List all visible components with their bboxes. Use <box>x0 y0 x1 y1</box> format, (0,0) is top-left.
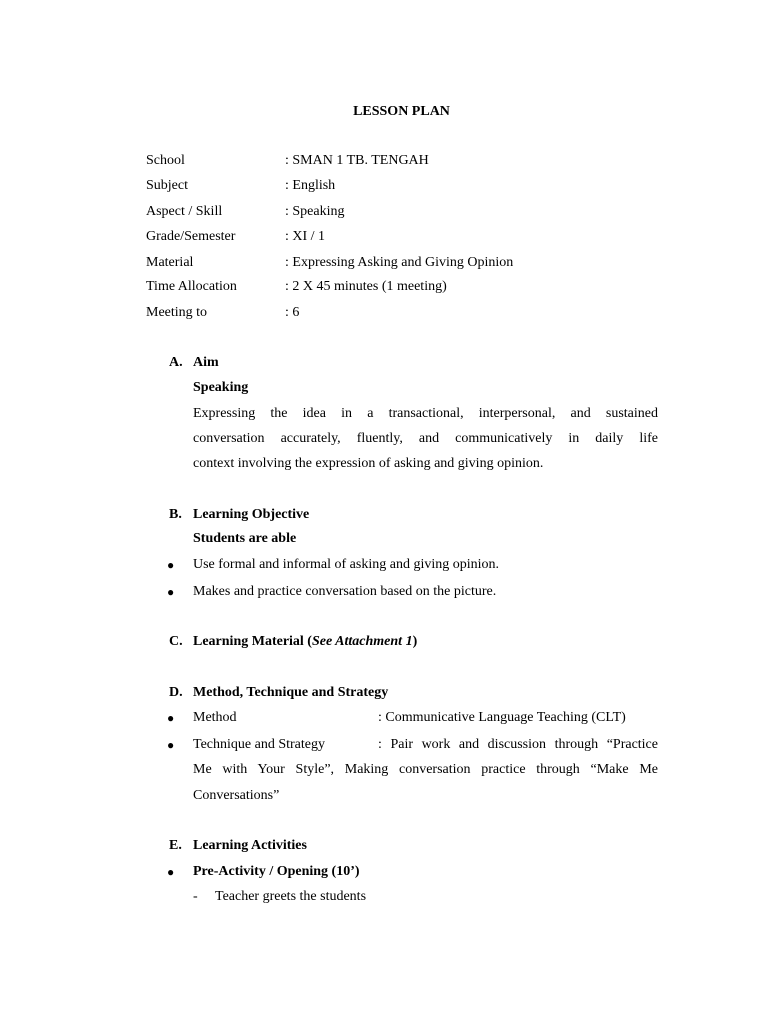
info-value: : SMAN 1 TB. TENGAH <box>285 153 429 168</box>
info-value: : Speaking <box>285 204 345 219</box>
section-subtitle: Speaking <box>193 380 249 395</box>
section-title: Learning Objective <box>193 507 310 522</box>
technique-label: Technique and Strategy <box>193 737 325 752</box>
section-a-heading <box>0 353 768 373</box>
list-item <box>0 582 768 602</box>
section-c-heading <box>0 632 768 652</box>
section-title: Aim <box>193 355 219 370</box>
section-a-paragraph-line: conversation accurately, fluently, and communicatively in daily life <box>193 431 658 446</box>
technique-value-line: : Pair work and discussion through “Practice <box>378 737 658 752</box>
dash-marker: - <box>193 889 198 904</box>
list-item-text: Makes and practice conversation based on the picture. <box>193 584 497 599</box>
section-letter: D. <box>169 685 183 700</box>
bullet-icon: ● <box>167 738 175 752</box>
section-title: Method, Technique and Strategy <box>193 685 389 700</box>
sub-list-item <box>0 887 768 907</box>
section-title-text: Learning Material ( <box>193 634 312 649</box>
list-item <box>0 862 768 882</box>
info-value: : XI / 1 <box>285 229 326 244</box>
list-item <box>0 555 768 575</box>
section-title <box>193 632 417 652</box>
section-letter: B. <box>169 507 182 522</box>
bullet-icon: ● <box>167 558 175 572</box>
section-b-subheading <box>0 529 768 549</box>
info-value: : Expressing Asking and Giving Opinion <box>285 255 514 270</box>
section-subtitle: Students are able <box>193 531 297 546</box>
info-label: Time Allocation <box>146 279 237 294</box>
info-value: : 6 <box>285 305 300 320</box>
section-b-heading <box>0 505 768 525</box>
section-title: Learning Activities <box>193 838 307 853</box>
attachment-reference: See Attachment 1 <box>311 634 413 649</box>
method-value: : Communicative Language Teaching (CLT) <box>378 710 626 725</box>
page-title: LESSON PLAN <box>353 104 450 119</box>
list-item-text: Use formal and informal of asking and giving opinion. <box>193 557 499 572</box>
section-a-subheading <box>0 378 768 398</box>
sub-list-item-text: Teacher greets the students <box>215 889 367 904</box>
technique-value-line: Me with Your Style”, Making conversation practice through “Make Me <box>193 762 658 777</box>
bullet-icon: ● <box>167 865 175 879</box>
activity-phase-label: Pre-Activity / Opening (10’) <box>193 864 360 879</box>
info-value: : 2 X 45 minutes (1 meeting) <box>285 279 447 294</box>
technique-value-line: Conversations” <box>193 788 280 803</box>
section-letter: E. <box>169 838 182 853</box>
info-label: Grade/Semester <box>146 229 236 244</box>
section-title-suffix: ) <box>412 634 418 649</box>
info-label: School <box>146 153 185 168</box>
info-value: : English <box>285 178 336 193</box>
list-item-method <box>0 708 768 728</box>
section-letter: A. <box>169 355 183 370</box>
info-label: Aspect / Skill <box>146 204 223 219</box>
info-label: Material <box>146 255 194 270</box>
bullet-icon: ● <box>167 711 175 725</box>
info-label: Meeting to <box>146 305 208 320</box>
section-a-paragraph-line: context involving the expression of asking and giving opinion. <box>193 456 544 471</box>
section-letter: C. <box>169 634 183 649</box>
method-label: Method <box>193 710 237 725</box>
info-label: Subject <box>146 178 188 193</box>
section-d-heading <box>0 683 768 703</box>
bullet-icon: ● <box>167 585 175 599</box>
section-a-paragraph-line: Expressing the idea in a transactional, interpersonal, and sustained <box>193 406 658 421</box>
section-e-heading <box>0 836 768 856</box>
